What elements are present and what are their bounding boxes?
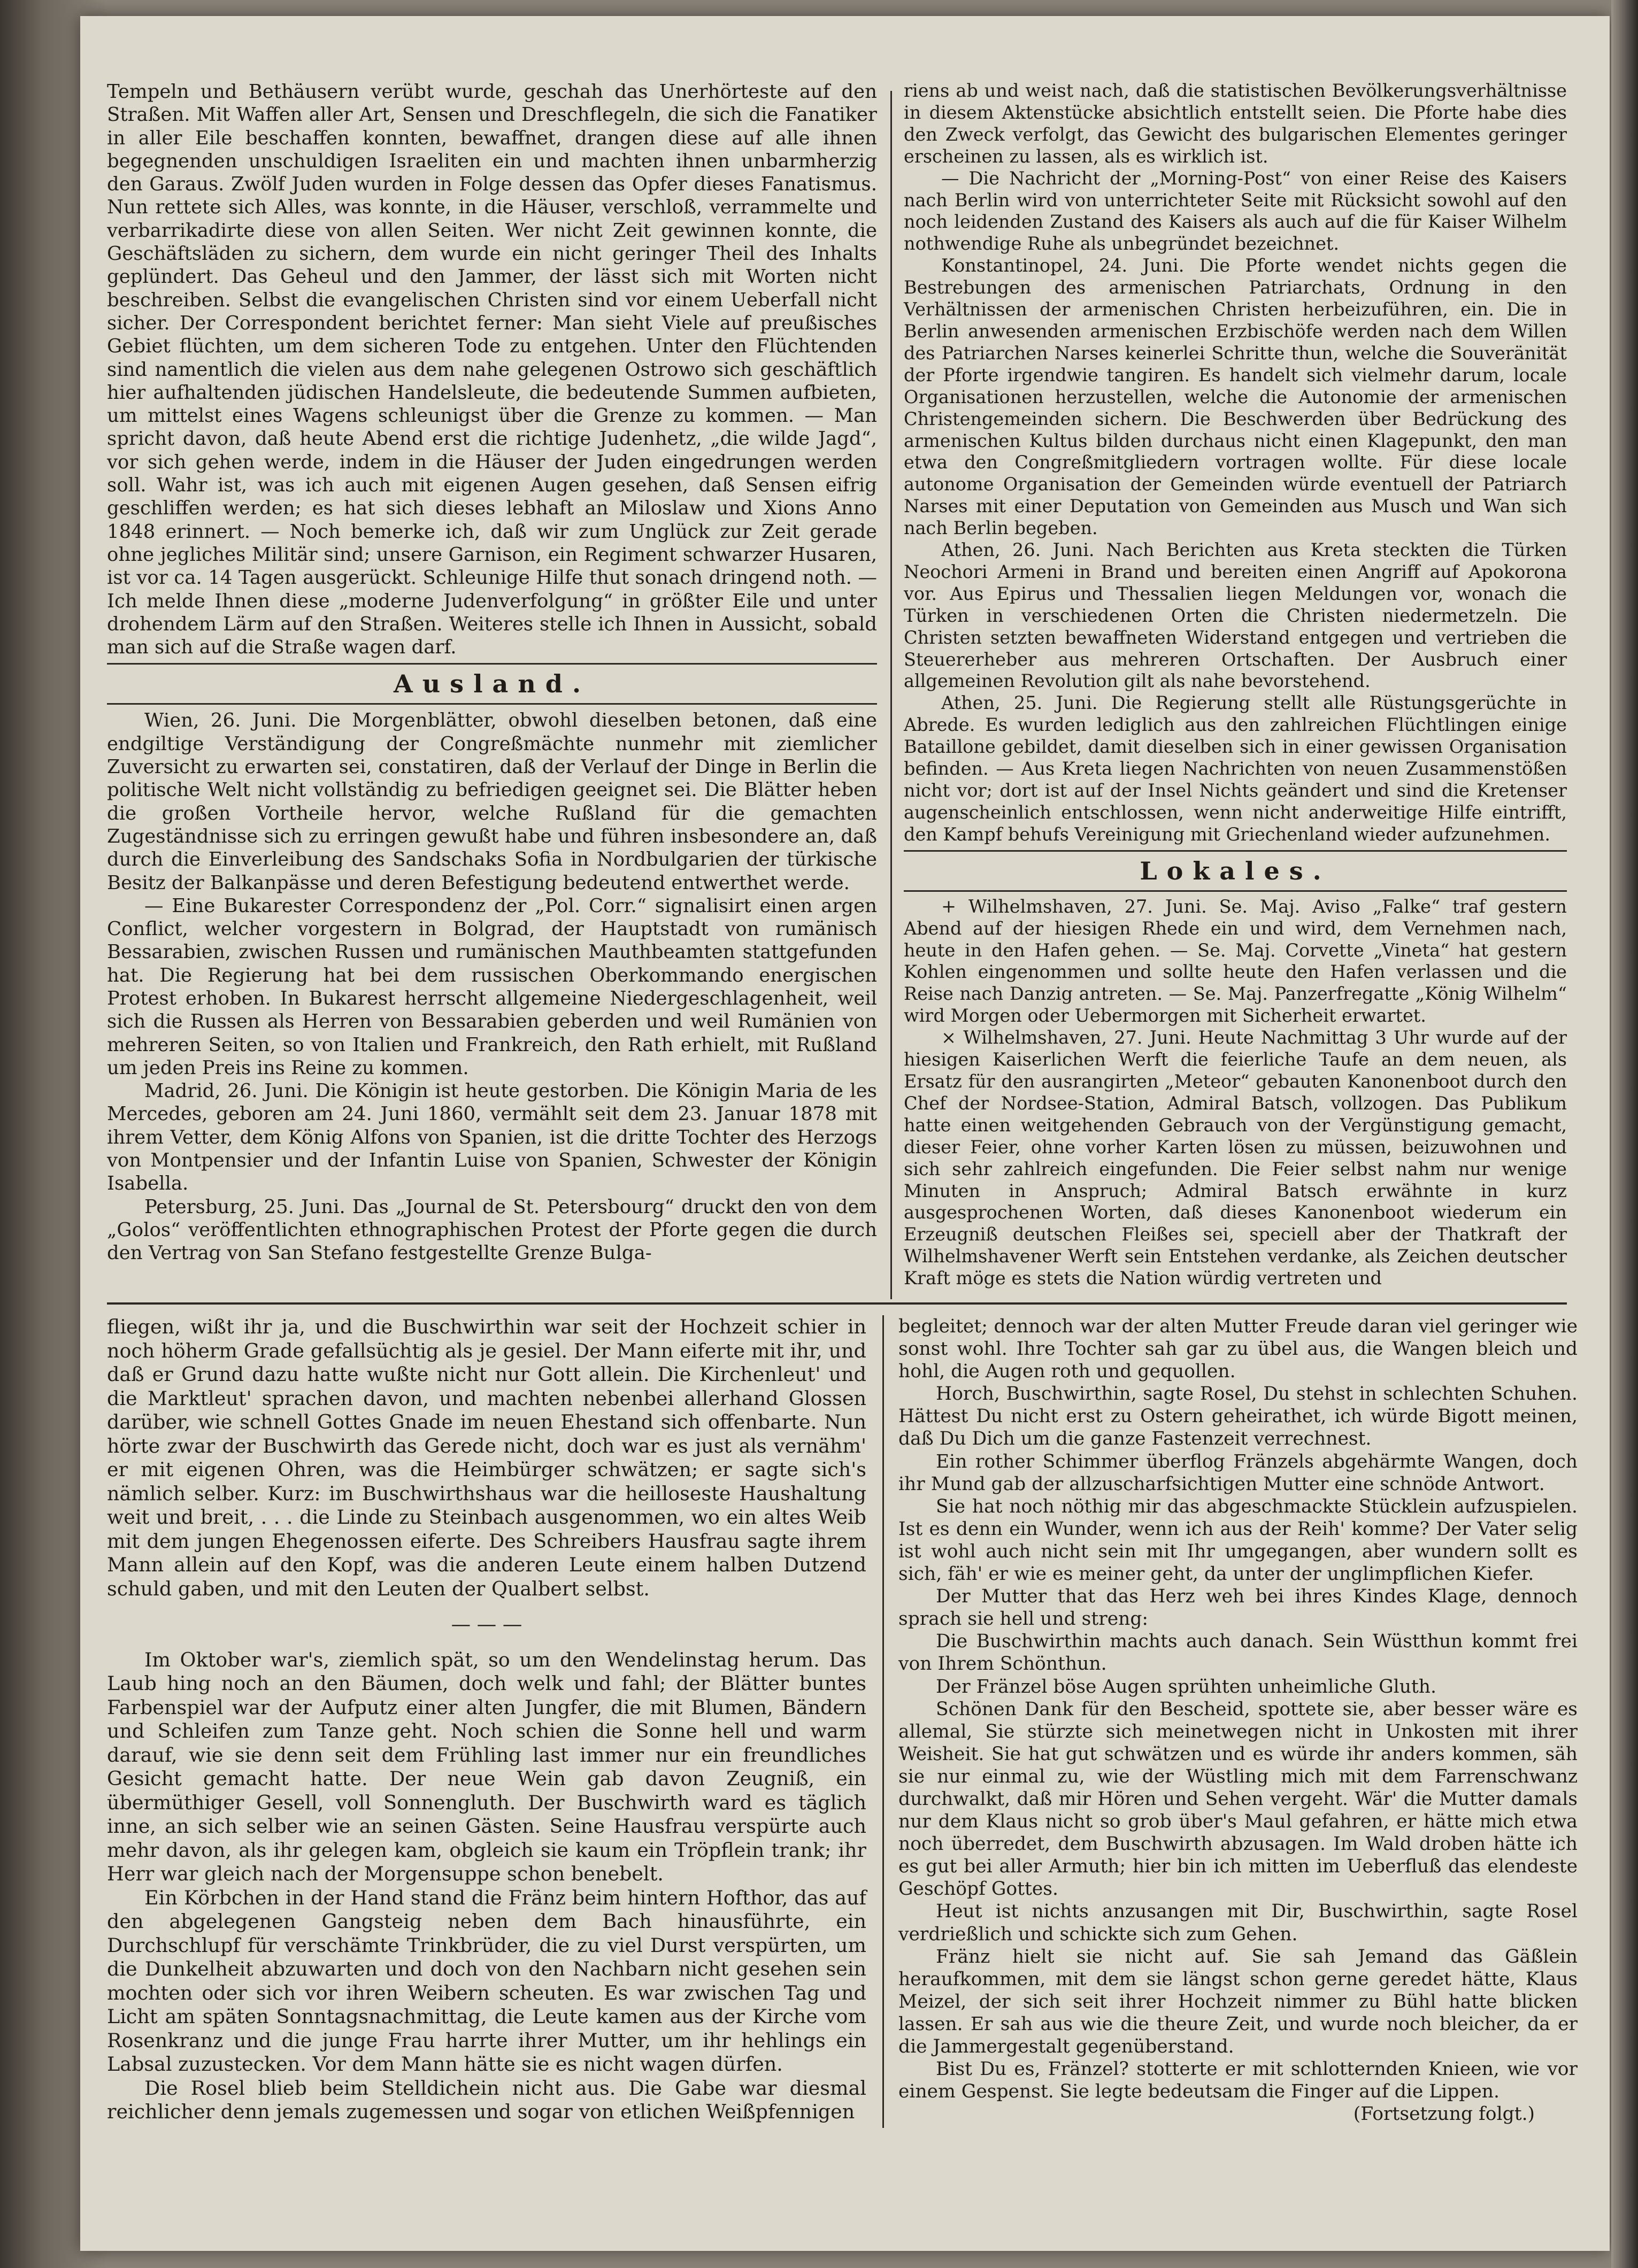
scan-edge-right <box>1611 0 1638 2268</box>
story-paragraph: Heut ist nichts anzusangen mit Dir, Buschwirthin, sagte Rosel verdrießlich und schickte sich zum Gehen. <box>898 1901 1578 1945</box>
story-separator: — — — <box>451 1613 522 1636</box>
news-item-wilhelmshaven-1: + Wilhelmshaven, 27. Juni. Se. Maj. Aviso „Falke“ traf gestern Abend auf der hiesigen Rhede ein und wird, dem Vernehmen nach, heute in den Hafen gehen. — Se. Maj. Corvette „Vineta“ hat gestern Kohlen eingenommen und sollte heute den Hafen verlassen und die Reise nach Danzig antreten. — Se. Maj. Panzerfregatte „König Wilhelm“ wird Morgen oder Uebermorgen mit Sicherheit erwartet. <box>904 896 1567 1027</box>
story-paragraph: Horch, Buschwirthin, sagte Rosel, Du stehst in schlechten Schuhen. Hättest Du nicht erst zu Ostern geheirathet, ich würde Bigott meinen, daß Du Dich um die ganze Fastenzeit verrechnest. <box>898 1383 1578 1450</box>
column-2 <box>904 80 1567 1290</box>
news-item-athen-26: Athen, 26. Juni. Nach Berichten aus Kreta steckten die Türken Neochori Armeni in Brand und bereiten einen Angriff auf Apokorona vor. Aus Epirus und Thessalien liegen Meldungen vor, wonach die Türken in verschiedenen Orten die Christen niedermetzeln. Die Christen setzten bewaffneten Widerstand entgegen und vertrieben die Steuererheber aus mehreren Ortschaften. Der Ausbruch einer allgemeinen Revolution gilt als nahe bevorstehend. <box>904 539 1567 692</box>
story-paragraph: Sie hat noch nöthig mir das abgeschmackte Stücklein aufzuspielen. Ist es denn ein Wunder, wenn ich aus der Reih' komme? Der Vater selig ist wohl auch nicht sein mit Ihr umgegangen, aber wundern sollt es sich, fäh' er wie es meiner geht, da unter der unglimpflichen Kiefer. <box>898 1495 1578 1585</box>
section-rule <box>904 890 1567 892</box>
news-item-morning-post: — Die Nachricht der „Morning-Post“ von einer Reise des Kaisers nach Berlin wird von unterrichteter Seite mit Rücksicht sowohl auf den noch leidenden Zustand des Kaisers als auch auf die für Kaiser Wilhelm nothwendige Ruhe als unbegründet bezeichnet. <box>904 167 1567 254</box>
column-divider-top <box>890 91 892 1299</box>
story-paragraph: Bist Du es, Fränzel? stotterte er mit schlotternden Knieen, wie vor einem Gespenst. Sie legte bedeutsam die Finger auf die Lippen. <box>898 2058 1578 2103</box>
feuilleton-separator-rule <box>107 1302 1567 1305</box>
story-paragraph: fliegen, wißt ihr ja, und die Buschwirthin war seit der Hochzeit schier in noch höherm Grade gefallsüchtig als je gesiel. Der Mann eiferte mit ihr, und daß er Grund dazu hatte wußte nicht nur Gott allein. Die Kirchenleut' und die Marktleut' sprachen davon, und machten nebenbei allerhand Glossen darüber, wie schnell Gottes Gnade im neuen Ehestand sich offenbarte. Nun hörte zwar der Buschwirth das Gerede nicht, doch war es just als vernähm' er mit eigenen Ohren, was die Heimbürger schwätzen; er sagte sich's nämlich selber. Kurz: im Buschwirthshaus war die heilloseste Haushaltung weit und breit, . . . die Linde zu Steinbach ausgenommen, wo ein altes Weib mit dem jungen Ehegenossen eiferte. Des Schreibers Hausfrau sagte ihrem Mann allein auf den Kopf, was die anderen Leute einem halben Dutzend schuld gaben, und mit den Leuten der Qualbert selbst. <box>107 1315 866 1600</box>
news-item-petersburg: Petersburg, 25. Juni. Das „Journal de St. Petersbourg“ druckt den von dem „Golos“ veröffentlichten ethnographischen Protest der Pforte gegen die durch den Vertrag von San Stefano festgestellte Grenze Bulga- <box>107 1195 877 1264</box>
news-item-konstantinopel: Konstantinopel, 24. Juni. Die Pforte wendet nichts gegen die Bestrebungen des armenischen Patriarchats, Ordnung in den Verhältnissen der armenischen Christen herbeizuführen, ein. Die in Berlin anwesenden armenischen Erzbischöfe werden nach dem Willen des Patriarchen Narses keinerlei Schritte thun, welche die Souveränität der Pforte irgendwie tangiren. Es handelt sich vielmehr darum, locale Organisationen herzustellen, welche die Autonomie der armenischen Christengemeinden sichern. Die Beschwerden über Bedrückung des armenischen Kultus bilden durchaus nicht einen Klagepunkt, den man etwa den Congreßmitgliedern vortragen wollte. Für diese locale autonome Organisation der Gemeinden würde eventuell der Patriarch Narses mit einer Deputation von Gemeinden aus Musch und Wan sich nach Berlin begeben. <box>904 255 1567 539</box>
news-item-petersburg-cont: riens ab und weist nach, daß die statistischen Bevölkerungsverhältnisse in diesem Aktenstücke absichtlich entstellt seien. Die Pforte habe dies den Zweck verfolgt, das Gewicht des bulgarischen Elementes geringer erscheinen zu lassen, als es wirklich ist. <box>904 80 1567 167</box>
section-rule <box>107 703 877 705</box>
column-4-feuilleton <box>898 1315 1578 2125</box>
section-title-lokales: Lokales. <box>1140 856 1331 885</box>
continuation-note: (Fortsetzung folgt.) <box>1353 2103 1535 2125</box>
story-paragraph: Der Fränzel böse Augen sprühten unheimliche Gluth. <box>936 1676 1436 1698</box>
column-divider-bottom <box>882 1315 884 2128</box>
column-3-feuilleton <box>107 1315 866 2124</box>
story-paragraph: Im Oktober war's, ziemlich spät, so um den Wendelinstag herum. Das Laub hing noch an den Bäumen, doch welk und fahl; der Blätter buntes Farbenspiel war der Aufputz einer alten Jungfer, die mit Blumen, Bändern und Schleifen zum Tanze geht. Noch schien die Sonne hell und warm darauf, wie sie denn seit dem Frühling last immer nur ein freundliches Gesicht gemacht hatte. Der neue Wein gab davon Zeugniß, ein übermüthiger Gesell, voll Sonnengluth. Der Buschwirth ward es täglich inne, an sich selber wie an seinen Gästen. Seine Hausfrau verspürte auch mehr davon, als ihr gelegen kam, obgleich sie kaum ein Tröpflein trank; ihr Herr war gleich nach der Morgensuppe schon benebelt. <box>107 1648 866 1885</box>
story-paragraph: Der Mutter that das Herz weh bei ihres Kindes Klage, dennoch sprach sie hell und streng: <box>898 1586 1578 1630</box>
section-rule <box>107 663 877 665</box>
story-paragraph: Die Rosel blieb beim Stelldichein nicht aus. Die Gabe war diesmal reichlicher denn jemals zugemessen und sogar von etlichen Weißpfennigen <box>107 2076 866 2123</box>
section-rule <box>904 850 1567 852</box>
story-paragraph: Ein rother Schimmer überflog Fränzels abgehärmte Wangen, doch ihr Mund gab der allzuscharfsichtigen Mutter eine schnöde Antwort. <box>898 1451 1578 1495</box>
news-item-madrid: Madrid, 26. Juni. Die Königin ist heute gestorben. Die Königin Maria de les Mercedes, geboren am 24. Juni 1860, vermählt seit dem 23. Januar 1878 mit ihrem Vetter, dem König Alfons von Spanien, ist die dritte Tochter des Herzogs von Montpensier und der Infantin Luise von Spanien, Schwester der Königin Isabella. <box>107 1080 877 1195</box>
news-item-bukarest: — Eine Bukarester Correspondenz der „Pol. Corr.“ signalisirt einen argen Conflict, welcher vorgestern in Bolgrad, der Hauptstadt von rumänisch Bessarabien, zwischen Russen und rumänischen Mauthbeamten stattgefunden hat. Die Regierung hat bei dem russischen Oberkommando energischen Protest erhoben. In Bukarest herrscht allgemeine Niedergeschlagenheit, weil sich die Russen als Herren von Bessarabien geberden und weil Rumänien von mehreren Seiten, so von Italien und Frankreich, den Rath erhielt, mit Rußland um jeden Preis ins Reine zu kommen. <box>107 894 877 1079</box>
story-paragraph: Ein Körbchen in der Hand stand die Fränz beim hintern Hofthor, das auf den abgelegenen Gangsteig neben dem Bach hinausführte, ein Durchschlupf für verschämte Trinkbrüder, die zu viel Durst verspürten, um die Dunkelheit abzuwarten und doch von den Nachbarn nicht gesehen sein mochten oder sich vor ihren Weibern scheuten. Es war zwischen Tag und Licht am späten Sonntagsnachmittag, die Leute kamen aus der Kirche vom Rosenkranz und die junge Frau harrte ihrer Mutter, um ihr hehlings ein Labsal zuzustecken. Vor dem Mann hätte sie es nicht wagen dürfen. <box>107 1886 866 2076</box>
column-1 <box>107 80 877 1265</box>
article-judenhetz: Tempeln und Bethäusern verübt wurde, geschah das Unerhörteste auf den Straßen. Mit Waffen aller Art, Sensen und Dreschflegeln, die sich die Fanatiker in aller Eile beschaffen konnten, bewaffnet, drangen diese auf alle ihnen begegnenden unschuldigen Israeliten ein und machten ihnen unbarmherzig den Garaus. Zwölf Juden wurden in Folge dessen das Opfer dieses Fanatismus. Nun rettete sich Alles, was konnte, in die Häuser, verschloß, verrammelte und verbarrikadirte diese von allen Seiten. Wer nicht Zeit gewinnen konnte, die Geschäftsläden zu sichern, dem wurde ein nicht geringer Theil des Inhalts geplündert. Das Geheul und den Jammer, der lässt sich mit Worten nicht beschreiben. Selbst die evangelischen Christen sind vor einem Ueberfall nicht sicher. Der Correspondent berichtet ferner: Man sieht Viele auf preußisches Gebiet flüchten, um dem sicheren Tode zu entgehen. Unter den Flüchtenden sind namentlich die vielen aus dem nahe gelegenen Ostrowo sich geschäftlich hier aufhaltenden jüdischen Handelsleute, die bedeutende Summen aufbieten, um mittelst eines Wagens schleunigst über die Grenze zu kommen. — Man spricht davon, daß heute Abend erst die richtige Judenhetz, „die wilde Jagd“, vor sich gehen werde, indem in die Häuser der Juden eingedrungen werden soll. Wahr ist, was ich auch mit eigenen Augen gesehen, daß Sensen eifrig geschliffen werden; es hat sich dieses lebhaft an Miloslaw und Xions Anno 1848 erinnert. — Noch bemerke ich, daß wir zum Unglück zur Zeit gerade ohne jegliches Militär sind; unsere Garnison, ein Regiment schwarzer Husaren, ist vor ca. 14 Tagen ausgerückt. Schleunige Hilfe thut sonach dringend noth. — Ich melde Ihnen diese „moderne Judenverfolgung“ in größter Eile und unter drohendem Lärm auf den Straßen. Weiteres stelle ich Ihnen in Aussicht, sobald man sich auf die Straße wagen darf. <box>107 81 877 659</box>
news-item-athen-25: Athen, 25. Juni. Die Regierung stellt alle Rüstungsgerüchte in Abrede. Es wurden lediglich aus den zahlreichen Flüchtlingen einige Bataillone gebildet, damit dieselben sich in einer gewissen Organisation befinden. — Aus Kreta liegen Nachrichten von neuen Zusammenstößen nicht vor; dort ist auf der Insel Nichts geändert und sind die Kretenser augenscheinlich entschlossen, wenn nicht anderweitige Hilfe eintrifft, den Kampf behufs Vereinigung mit Griechenland wieder aufzunehmen. <box>904 692 1567 845</box>
section-title-ausland: Ausland. <box>394 669 590 699</box>
news-item-wien: Wien, 26. Juni. Die Morgenblätter, obwohl dieselben betonen, daß eine endgiltige Verständigung der Congreßmächte nunmehr mit ziemlicher Zuversicht zu erwarten sei, constatiren, daß der Verlauf der Dinge in Berlin die politische Welt nicht vollständig zu befriedigen geeignet sei. Die Blätter heben die großen Vortheile hervor, welche Rußland für die gemachten Zugeständnisse sich zu erringen gewußt habe und führen insbesondere an, daß durch die Einverleibung des Sandschaks Sofia in Nordbulgarien der türkische Besitz der Balkanpässe und deren Befestigung bedeutend entwerthet werde. <box>107 709 877 894</box>
story-paragraph: begleitet; dennoch war der alten Mutter Freude daran viel geringer wie sonst wohl. Ihre Tochter sah gar zu übel aus, die Wangen bleich und hohl, die Augen roth und gequollen. <box>898 1316 1578 1383</box>
news-item-wilhelmshaven-2: × Wilhelmshaven, 27. Juni. Heute Nachmittag 3 Uhr wurde auf der hiesigen Kaiserlichen Werft die feierliche Taufe an dem neuen, als Ersatz für den ausrangirten „Meteor“ gebauten Kanonenboot durch den Chef der Nordsee-Station, Admiral Batsch, vollzogen. Das Publikum hatte einen weitgehenden Gebrauch von der Vergünstigung gemacht, dieser Feier, ohne vorher Karten lösen zu müssen, beizuwohnen und sich sehr zahlreich eingefunden. Die Feier selbst nahm nur wenige Minuten in Anspruch; Admiral Batsch erwähnte in kurz ausgesprochenen Worten, daß dieses Kanonenboot wiederum ein Erzeugniß deutschen Fleißes sei, speciell aber der Thatkraft der Wilhelmshavener Werft sein Entstehen verdanke, als Zeichen deutscher Kraft möge es stets die Nation würdig vertreten und <box>904 1027 1567 1289</box>
story-paragraph: Fränz hielt sie nicht auf. Sie sah Jemand das Gäßlein heraufkommen, mit dem sie längst schon gerne geredet hätte, Klaus Meizel, der sich seit ihrer Hochzeit nimmer zu Bühl hatte blicken lassen. Er sah aus wie die theure Zeit, und wurde noch bleicher, da er die Jammergestalt gegenüberstand. <box>898 1946 1578 2057</box>
story-paragraph: Die Buschwirthin machts auch danach. Sein Wüstthun kommt frei von Ihrem Schönthun. <box>898 1631 1578 1675</box>
story-paragraph: Schönen Dank für den Bescheid, spottete sie, aber besser wäre es allemal, Sie stürzte sich meinetwegen nicht in Unkosten mit ihrer Weisheit. Sie hat gut schwätzen und es würde ihr anders kommen, säh sie nur einmal zu, wie der Wüstling mich mit dem Farrenschwanz durchwalkt, daß mir Hören und Sehen vergeht. Wär' die Mutter damals nur dem Klaus nicht so grob über's Maul gefahren, er hätte mich etwa noch überredet, dem Buschwirth abzusagen. Im Wald droben hätte ich es gut bei aller Armuth; hier bin ich mitten im Ueberfluß das elendeste Geschöpf Gottes. <box>898 1698 1578 1900</box>
